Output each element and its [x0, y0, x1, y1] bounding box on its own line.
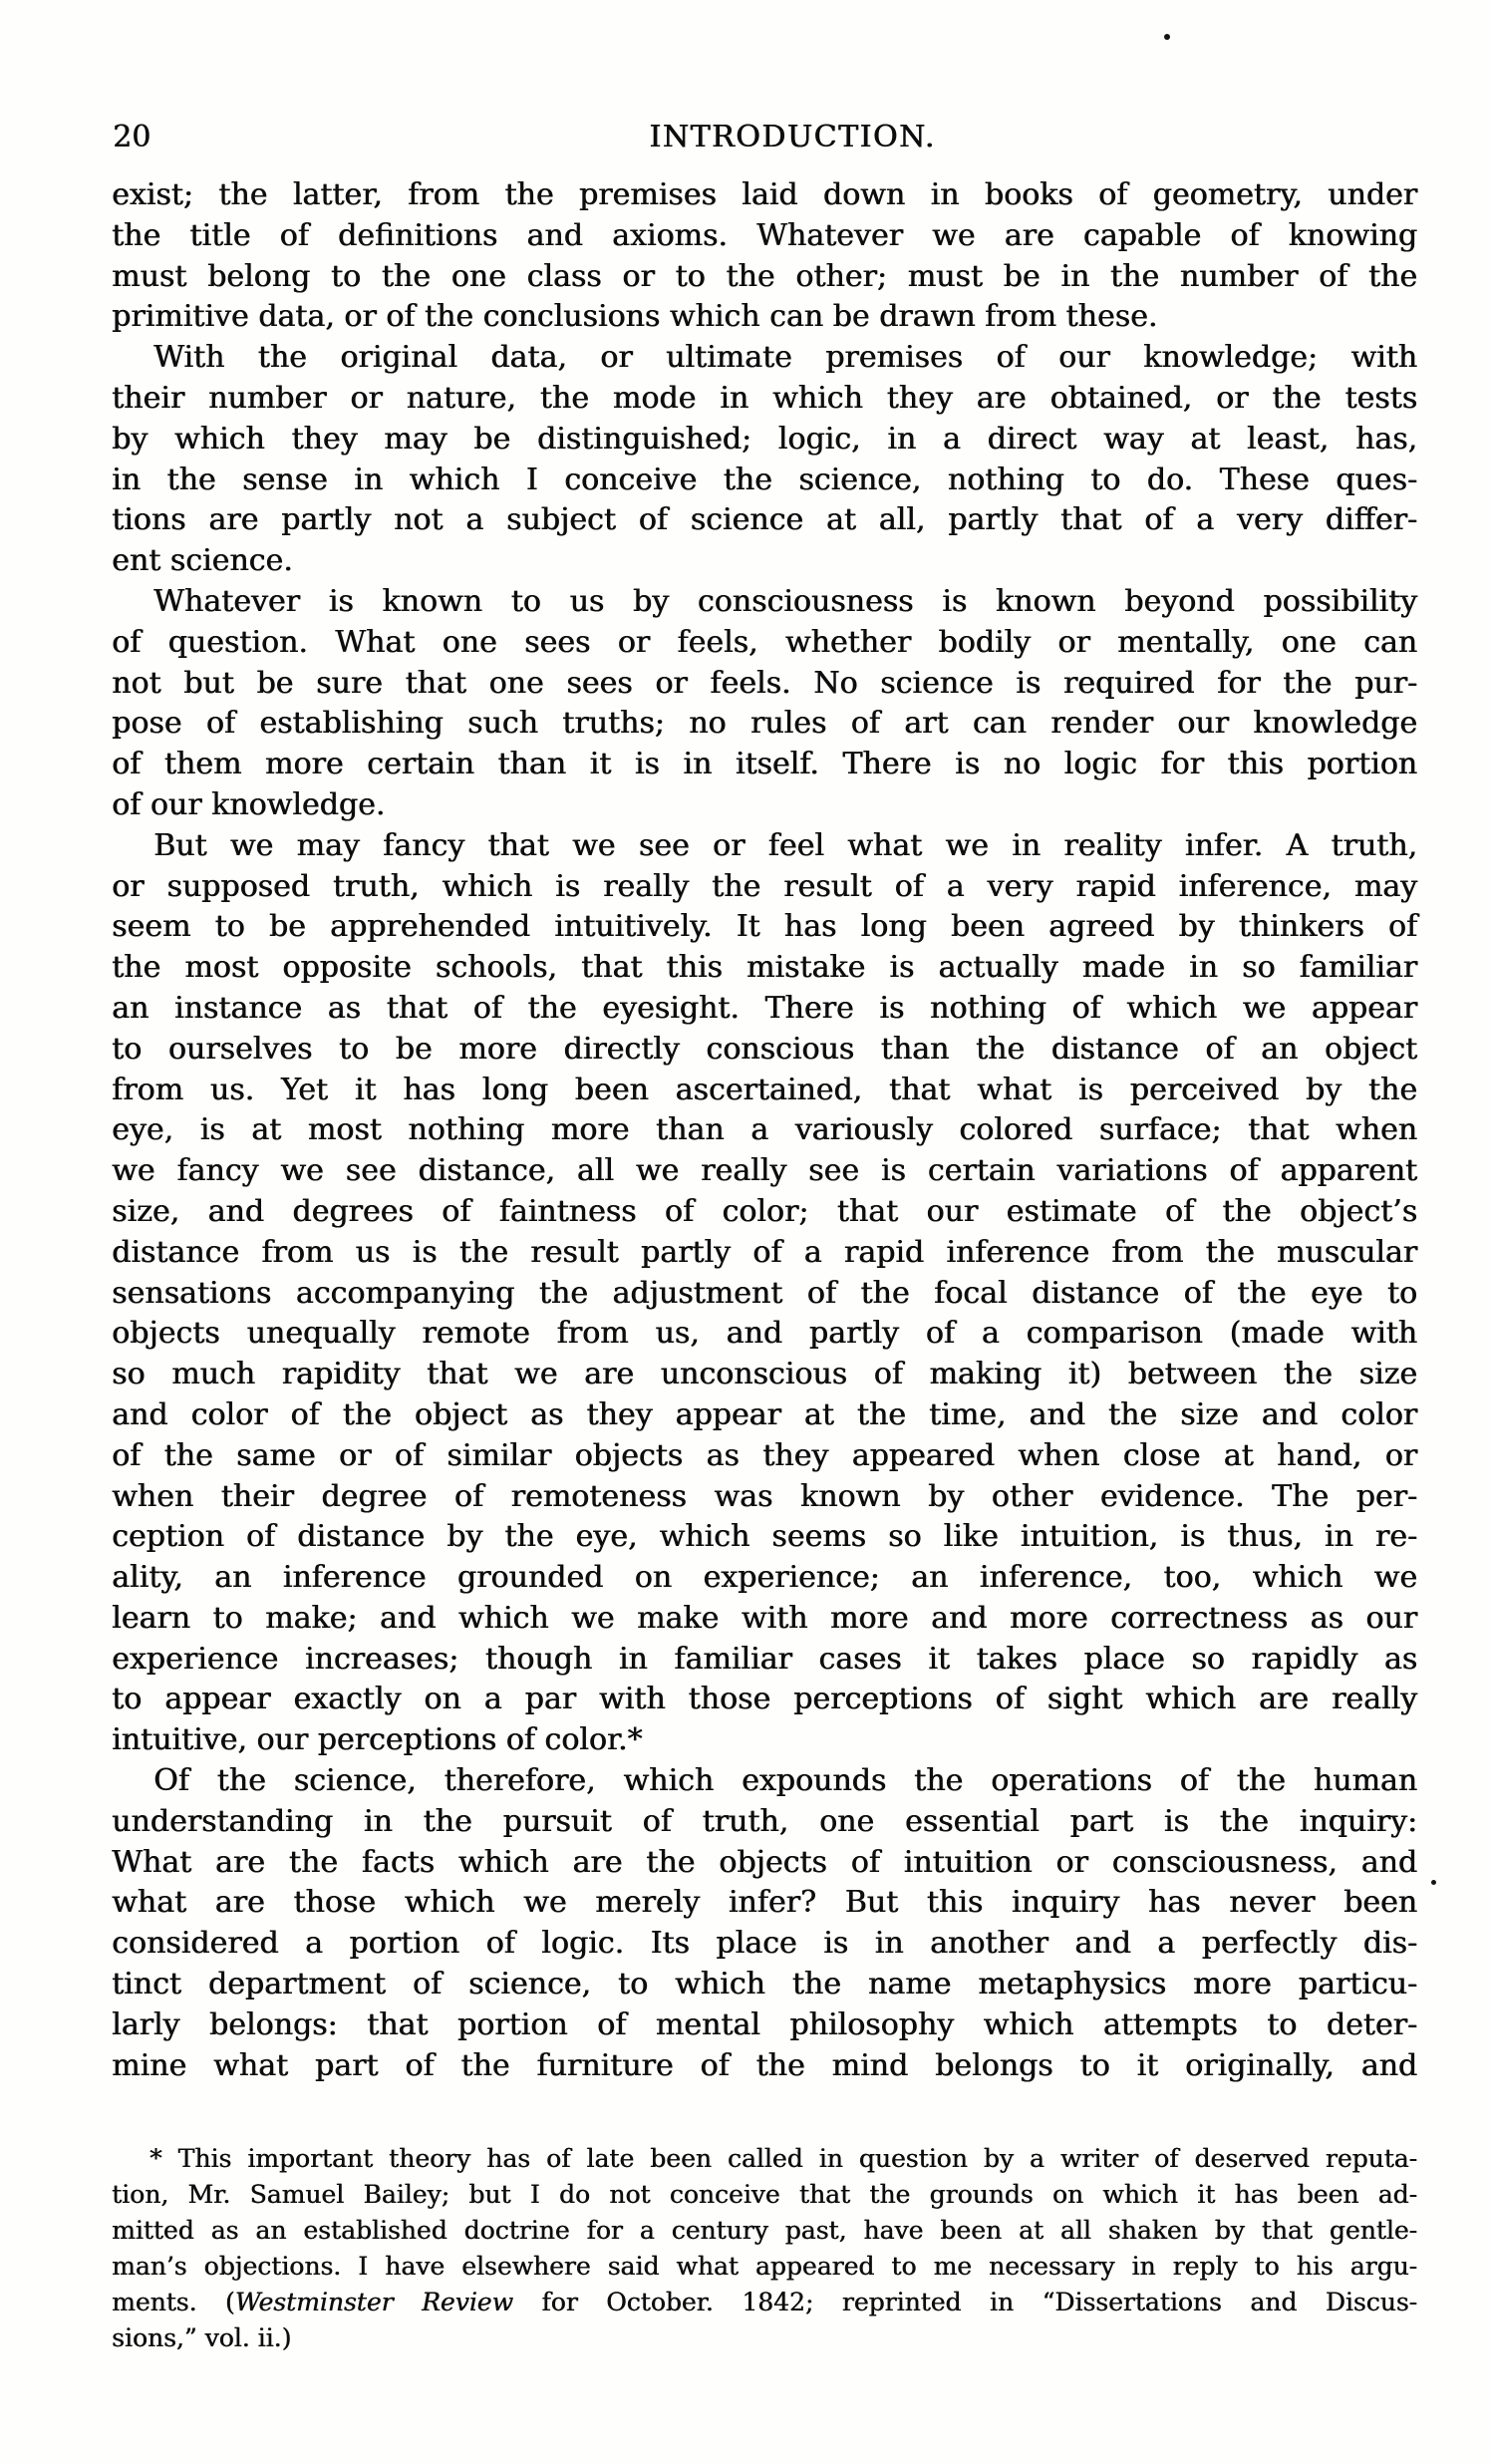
text-line: tions are partly not a subject of science at all, partly that of a very differ- [112, 502, 1417, 538]
text-line: by which they may be distinguished; logic, in a direct way at least, has, [112, 421, 1417, 457]
text-line: size, and degrees of faintness of color; that our estimate of the object’s [112, 1193, 1417, 1229]
text-line: we fancy we see distance, all we really see is certain variations of apparent [112, 1153, 1417, 1189]
text-line [112, 2320, 1417, 2356]
text-line: pose of establishing such truths; no rules of art can render our knowledge [112, 706, 1417, 742]
text-line: from us. Yet it has long been ascertained, that what is perceived by the [112, 1072, 1417, 1107]
text-line: primitive data, or of the conclusions which can be drawn from these. [112, 299, 1158, 335]
scan-artifact [1164, 34, 1170, 40]
page-number: 20 [113, 120, 151, 154]
text-segment: sions,” vol. ii.) [112, 2323, 292, 2352]
running-head: INTRODUCTION. [649, 120, 936, 154]
text-line: what are those which we merely infer? But this inquiry has never been [112, 1885, 1417, 1921]
italic-text: Westminster Review [234, 2288, 513, 2316]
text-line: larly belongs: that portion of mental philosophy which attempts to deter- [112, 2006, 1417, 2042]
text-line: when their degree of remoteness was known by other evidence. The per- [112, 1478, 1417, 1514]
text-line: not but be sure that one sees or feels. No science is required for the pur- [112, 665, 1417, 701]
text-line: intuitive, our perceptions of color.* [112, 1722, 643, 1758]
text-line: must belong to the one class or to the other; must be in the number of the [112, 258, 1417, 294]
text-segment: tion, Mr. Samuel Bailey; but I do not conceive that the grounds on which it has been ad- [112, 2180, 1417, 2209]
text-segment: * This important theory has of late been called in question by a writer of deserved reputa- [149, 2144, 1417, 2173]
text-line: ality, an inference grounded on experience; an inference, too, which we [112, 1560, 1417, 1596]
paragraph [112, 338, 1417, 582]
text-line: exist; the latter, from the premises laid down in books of geometry, under [112, 177, 1417, 212]
text-line: considered a portion of logic. Its place is in another and a perfectly dis- [112, 1926, 1417, 1962]
text-line: of the same or of similar objects as they appeared when close at hand, or [112, 1437, 1417, 1473]
text-line: of our knowledge. [112, 786, 386, 822]
text-line: eye, is at most nothing more than a variously colored surface; that when [112, 1112, 1417, 1148]
paragraph [112, 175, 1417, 338]
text-line: ception of distance by the eye, which seems so like intuition, is thus, in re- [112, 1519, 1417, 1555]
text-line: learn to make; and which we make with more and more correctness as our [112, 1600, 1417, 1636]
text-line: and color of the object as they appear at the time, and the size and color [112, 1396, 1417, 1432]
text-line: in the sense in which I conceive the science, nothing to do. These ques- [112, 462, 1417, 497]
text-line: their number or nature, the mode in which they are obtained, or the tests [112, 380, 1417, 416]
text-line: of them more certain than it is in itself. There is no logic for this portion [112, 747, 1417, 782]
text-line: of question. What one sees or feels, whether bodily or mentally, one can [112, 624, 1417, 660]
text-line: so much rapidity that we are unconscious of making it) between the size [112, 1357, 1417, 1392]
text-line [112, 2141, 1417, 2177]
text-line [112, 2177, 1417, 2213]
text-line: experience increases; though in familiar cases it takes place so rapidly as [112, 1641, 1417, 1677]
text-line: With the original data, or ultimate premises of our knowledge; with [153, 340, 1417, 376]
paragraph [112, 1761, 1417, 2086]
text-line: the most opposite schools, that this mistake is actually made in so familiar [112, 950, 1417, 986]
text-line: to ourselves to be more directly conscious than the distance of an object [112, 1031, 1417, 1067]
text-line [112, 2249, 1417, 2285]
text-segment: for October. 1842; reprinted in “Dissertations and Discus- [512, 2288, 1417, 2316]
text-line: Of the science, therefore, which expounds the operations of the human [153, 1763, 1417, 1799]
text-line [112, 2213, 1417, 2249]
body-text [112, 175, 1417, 2086]
paragraph [112, 582, 1417, 826]
paragraph [112, 826, 1417, 1761]
text-line: What are the facts which are the objects of intuition or consciousness, and [112, 1844, 1417, 1880]
text-segment: mitted as an established doctrine for a century past, have been at all shaken by that gentle- [112, 2216, 1417, 2245]
text-line: But we may fancy that we see or feel what we in reality infer. A truth, [153, 827, 1417, 863]
text-segment: man’s objections. I have elsewhere said what appeared to me necessary in reply to his argu- [112, 2252, 1417, 2281]
text-line: understanding in the pursuit of truth, one essential part is the inquiry: [112, 1803, 1417, 1839]
text-line: mine what part of the furniture of the mind belongs to it originally, and [112, 2047, 1417, 2083]
text-line: distance from us is the result partly of a rapid inference from the muscular [112, 1234, 1417, 1270]
text-line: an instance as that of the eyesight. There is nothing of which we appear [112, 990, 1417, 1026]
scan-artifact [1431, 1880, 1436, 1885]
text-line: seem to be apprehended intuitively. It has long been agreed by thinkers of [112, 909, 1417, 945]
text-line: ent science. [112, 543, 293, 579]
text-line [112, 2285, 1417, 2320]
text-line: the title of definitions and axioms. Whatever we are capable of knowing [112, 217, 1417, 253]
text-line: tinct department of science, to which the name metaphysics more particu- [112, 1967, 1417, 2002]
text-segment: ments. ( [112, 2288, 235, 2316]
text-line: Whatever is known to us by consciousness is known beyond possibility [153, 583, 1417, 619]
text-line: objects unequally remote from us, and partly of a comparison (made with [112, 1316, 1417, 1352]
text-line: to appear exactly on a par with those perceptions of sight which are really [112, 1682, 1417, 1717]
footnote [112, 2141, 1417, 2356]
text-line: or supposed truth, which is really the result of a very rapid inference, may [112, 868, 1417, 904]
text-line: sensations accompanying the adjustment of the focal distance of the eye to [112, 1275, 1417, 1311]
